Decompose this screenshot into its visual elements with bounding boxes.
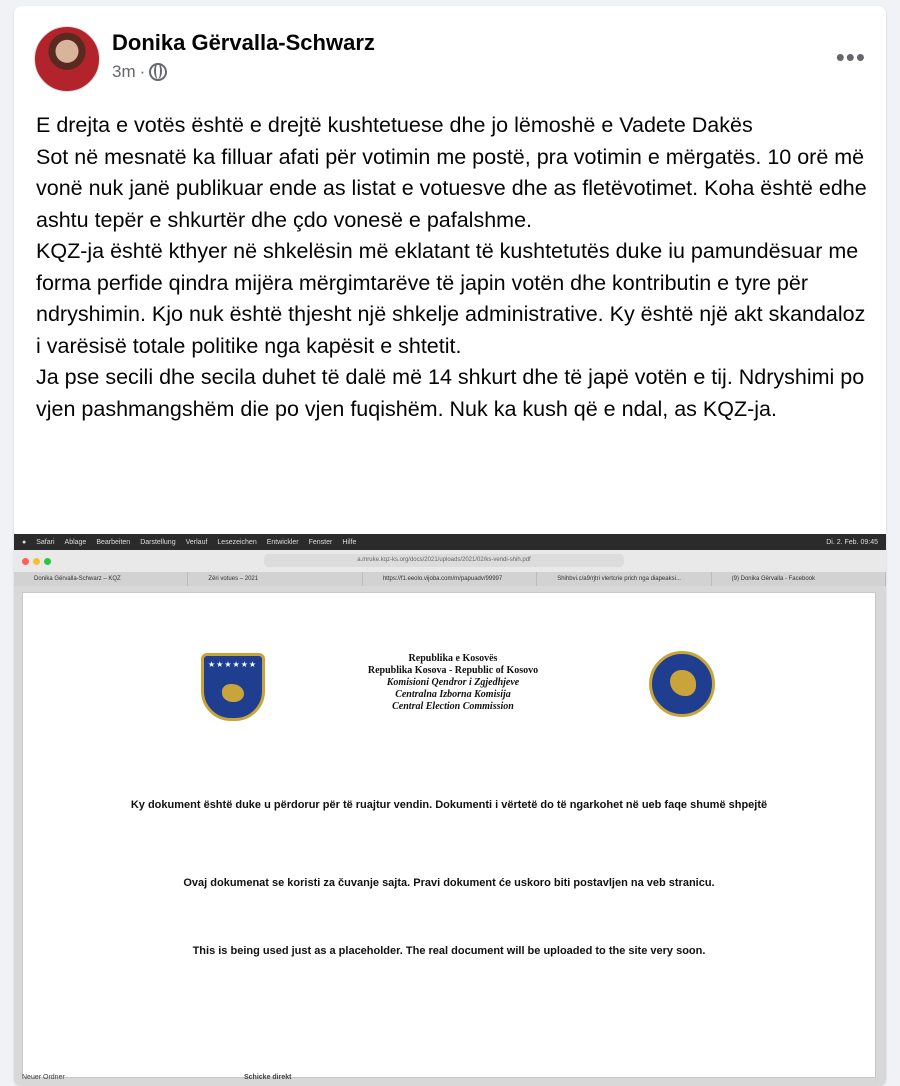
kosovo-coat-of-arms-icon [201,653,265,721]
post-paragraph: Ja pse secili dhe secila duhet të dalë më 14 shkurt dhe të japë votën e tij. Ndryshimi po vjen pashmangshëm die po vjen fuqishëm. Nuk ka kush që e ndal, as KQZ-ja. [36,365,865,421]
browser-tab: https://f1.eeolo.vijoba.com/m/papuadv/99997 [363,572,537,586]
browser-tabs [14,572,886,586]
url-bar: a.mruke.kqz-ks.org/docs/2021/uploads/2021/02/ks-vendi-shih.pdf [264,554,624,567]
post-paragraph: KQZ-ja është kthyer në shkelësin më eklatant të kushtetutës duke iu pamundësuar me forma perfide qindra mijëra mërgimtarëve të japin votën dhe kontributin e tyre për ndryshimin. Kjo nuk është thjesht një shkelje administrative. Ky është një akt skandaloz i varësisë totale politike nga kapësit e shtetit. [36,239,866,358]
post-paragraph: E drejta e votës është e drejtë kushtetuese dhe jo lëmoshë e Vadete Dakës [36,113,753,137]
org-line: Republika e Kosovës [408,653,498,664]
status-left: Neuer Ordner [22,1074,65,1081]
menu-item: Ablage [64,538,87,546]
organisation-heading [323,653,583,713]
notice-albanian: Ky dokument është duke u përdorur për të ruajtur vendin. Dokumenti i vërtetë do të ngarkohet në ueb faqe shumë shpejtë [130,799,768,811]
post-meta [112,62,167,82]
menu-item: Verlauf [185,538,208,546]
menu-clock: Di. 2. Feb. 09:45 [826,538,878,546]
org-line: Central Election Commission [392,701,514,712]
cec-seal-icon [649,651,715,717]
stars-icon: ★★★★★★ [208,660,258,669]
org-line: Republika Kosova - Republic of Kosovo [367,665,539,676]
menu-item: Safari [36,538,55,546]
globe-icon [149,63,167,81]
attached-screenshot[interactable] [14,534,886,1086]
zoom-window-icon [44,558,51,565]
status-mid: Schicke direkt [244,1074,292,1081]
meta-separator: · [139,62,146,81]
close-window-icon [22,558,29,565]
menu-item: Darstellung [140,538,176,546]
minimize-window-icon [33,558,40,565]
author-name[interactable]: Donika Gërvalla-Schwarz [112,30,375,55]
notice-english: This is being used just as a placeholder. The real document will be uploaded to the site very soon. [192,945,706,957]
browser-toolbar [14,550,886,572]
menu-item: Bearbeiten [96,538,131,546]
notice-serbian: Ovaj dokumenat se koristi za čuvanje sajta. Pravi dokument će uskoro biti postavljen na veb stranicu. [183,877,715,889]
browser-tab: Shihbvi.c/a9/rjtri vlertcrie prich nga diapeaksi... [537,572,711,586]
menu-item: Fenster [308,538,333,546]
browser-tab: Donika Gërvalla-Schwarz – KQZ [14,572,188,586]
browser-tab: Zëri votues – 2021 [188,572,362,586]
pdf-document [22,592,876,1078]
org-line: Centralna Izborna Komisija [395,689,511,700]
post-header [34,26,874,96]
browser-tab: (9) Donika Gërvalla - Facebook [712,572,886,586]
post-paragraph: Sot në mesnatë ka filluar afati për votimin me postë, pra votimin e mërgatës. 10 orë më vonë nuk janë publikuar ende as listat e votuesve dhe as fletëvotimet. Koha është edhe ashtu tepër e shkurtër dhe çdo vonesë e pafalshme. [36,144,867,232]
finder-status-bar [22,1074,874,1086]
avatar[interactable] [34,26,100,92]
menu-item: Hilfe [342,538,357,546]
post-card [14,6,886,1086]
menu-item: Entwickler [266,538,299,546]
mac-menu-bar [14,534,886,550]
post-time[interactable]: 3m [112,62,136,81]
post-text [36,110,872,425]
more-options-button[interactable]: ••• [835,42,866,72]
org-line: Komisioni Qendror i Zgjedhjeve [386,677,520,688]
menu-item: Lesezeichen [217,538,257,546]
apple-icon: ● [22,538,27,546]
